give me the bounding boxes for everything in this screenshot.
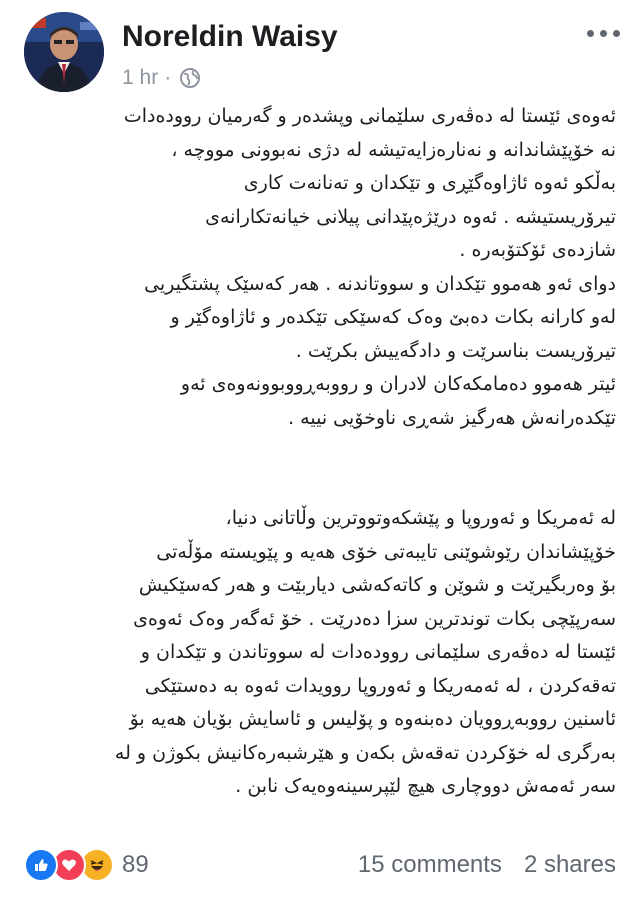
post-time[interactable]: 1 hr [122, 66, 159, 89]
message-line: تیرۆریستیشە . ئەوە درێژەپێدانی پیلانی خیانەتکارانەی [205, 205, 616, 228]
message-line: نە خۆپێشاندانە و نەنارەزایەتیشە لە دژی نەبوونی مووچە ، [171, 138, 616, 161]
like-icon[interactable] [24, 848, 58, 882]
message-line: بۆ وەربگیرێت و شوێن و کاتەکەشی دیاربێت و هەر کەسێکیش [138, 574, 616, 596]
author-name[interactable]: Noreldin Waisy [122, 20, 338, 53]
message-line: ئەوەی ئێستا لە دەڤەری سلێمانی وپشدەر و گەرمیان روودەدات [123, 105, 616, 127]
post-stats [358, 851, 616, 879]
message-line: بەڵکو ئەوە ئاژاوەگێڕی و تێکدان و تەنانەت کاری [243, 172, 616, 194]
reactions[interactable] [24, 848, 149, 882]
message-line: بەرگری لە خۆکردن تەقەش بکەن و هێرشبەرەکانیش بکوژن و لە [114, 741, 616, 764]
message-line: ئاسنین رووبەڕوویان دەبنەوە و پۆلیس و ئاسایش بۆیان هەیە بۆ [129, 708, 616, 730]
post-message [24, 100, 616, 804]
reaction-count[interactable]: 89 [122, 851, 149, 878]
globe-icon[interactable] [179, 67, 201, 89]
message-line: تەقەکردن ، لە ئەمەریکا و ئەوروپا روویدات ئەوە بە دەستێکی [144, 674, 616, 697]
post-header [24, 12, 624, 92]
shares-link[interactable]: 2 shares [523, 851, 616, 878]
message-line: دوای ئەو هەموو تێکدان و سووتاندنە . هەر کەسێک پشتگیریی [144, 272, 616, 295]
avatar-photo [24, 12, 104, 92]
post-meta [122, 66, 201, 90]
message-line: لە ئەمریکا و ئەوروپا و پێشکەوتووترین وڵاتانی دنیا، [225, 507, 616, 529]
paragraph-gap [24, 435, 616, 502]
more-options-icon[interactable] [587, 30, 620, 37]
comments-link[interactable]: 15 comments [357, 851, 502, 878]
message-line: ئێستا لە دەڤەری سلێمانی روودەدات لە سووتاندن و تێکدان و [140, 641, 616, 663]
message-line: سەرپێچی بکات توندترین سزا دەدرێت . خۆ ئەگەر وەک ئەوەی [133, 607, 616, 630]
message-line: لەو کارانە بکات دەبێ وەک کەسێکی تێکدەر و ئاژاوەگێر و [170, 306, 616, 328]
message-line: خۆپێشاندان رێوشوێنی تایبەتی خۆی هەیە و پێویستە مۆڵەتی [156, 540, 616, 563]
message-line: ئیتر هەموو دەمامکەکان لادران و رووبەڕووبوونەوەی ئەو [180, 373, 616, 395]
avatar[interactable] [24, 12, 104, 92]
message-line: سەر ئەمەش دووچاری هیچ لێپرسینەوەیەک نابن . [235, 775, 616, 797]
meta-separator: · [164, 66, 172, 89]
message-line: شازدەی ئۆکتۆبەرە . [459, 239, 616, 261]
message-line: تێکدەرانەش هەرگیز شەڕی ناوخۆیی نییە . [288, 406, 616, 429]
post-footer [24, 845, 616, 885]
message-line: تیرۆریست بناسرێت و دادگەییش بکرێت . [295, 339, 616, 362]
